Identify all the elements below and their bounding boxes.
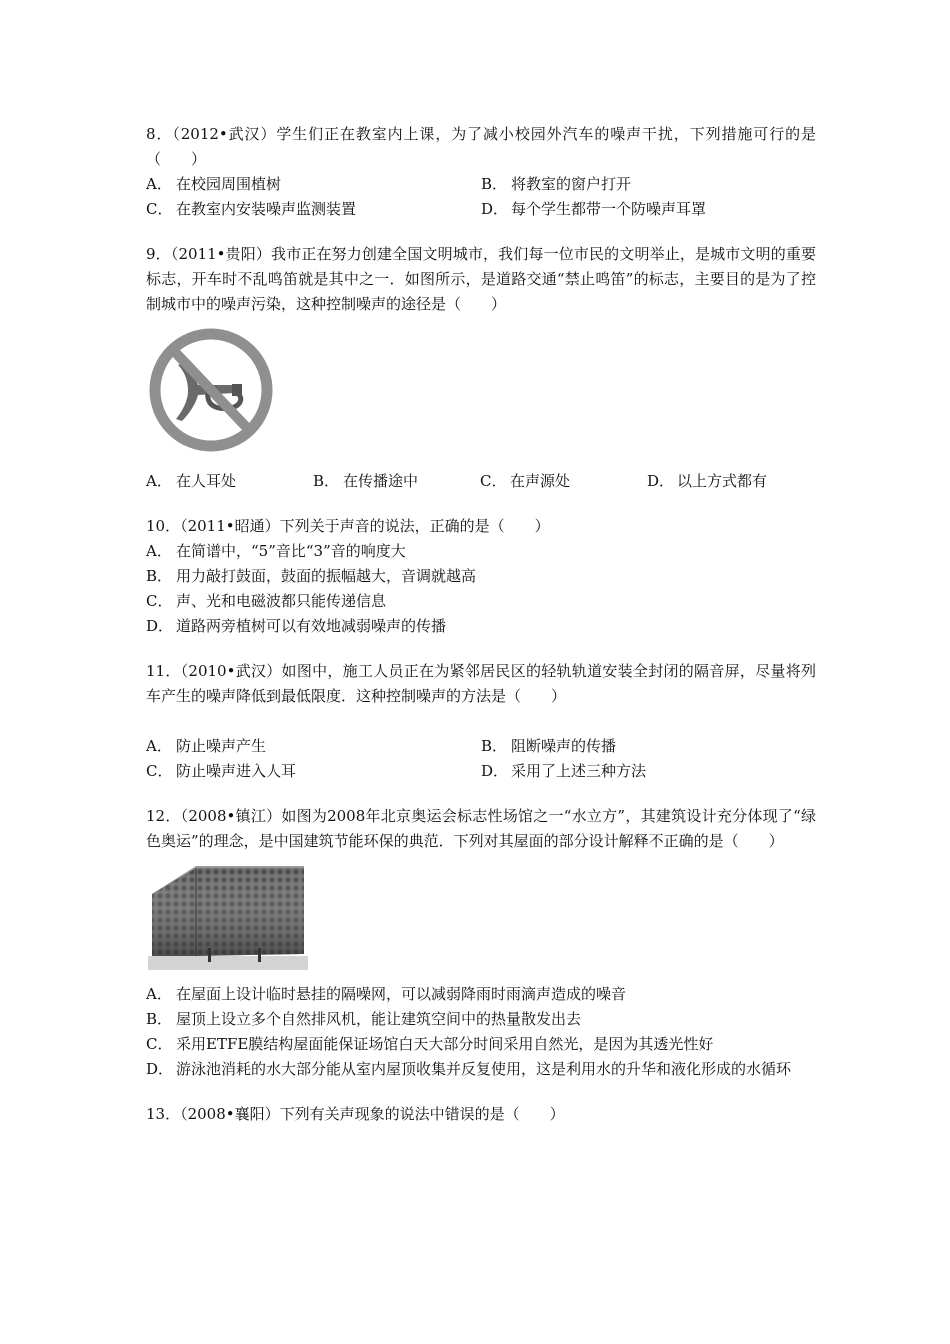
option-a[interactable]: A． 在简谱中，“5”音比“3”音的响度大: [146, 542, 406, 560]
question-stem: 11．（2010•武汉）如图中，施工人员正在为紧邻居民区的轻轨轨道安装全封闭的隔音屏，尽量将列车产生的噪声降低到最低限度．这种控制噪声的方法是（ ）: [146, 662, 816, 705]
question-12: [146, 804, 816, 1082]
question-9: [146, 242, 816, 494]
water-cube-building-icon: [148, 860, 816, 974]
option-a[interactable]: A． 防止噪声产生: [146, 737, 267, 755]
option-c[interactable]: C． 防止噪声进入人耳: [146, 762, 297, 780]
question-13: [146, 1102, 816, 1127]
option-d[interactable]: D． 每个学生都带一个防噪声耳罩: [481, 200, 707, 218]
option-b[interactable]: B． 阻断噪声的传播: [481, 737, 617, 755]
option-b[interactable]: B． 用力敲打鼓面，鼓面的振幅越大，音调就越高: [146, 567, 477, 585]
option-row: [146, 469, 816, 494]
question-8: [146, 122, 816, 222]
question-stem: 12．（2008•镇江）如图为2008年北京奥运会标志性场馆之一“水立方”，其建筑设计充分体现了“绿色奥运”的理念，是中国建筑节能环保的典范．下列对其屋面的部分设计解释不正确的是（ ）: [146, 807, 816, 850]
option-c[interactable]: C． 在教室内安装噪声监测装置: [146, 200, 357, 218]
option-row: [146, 734, 816, 759]
option-b[interactable]: B． 屋顶上设立多个自然排风机，能让建筑空间中的热量散发出去: [146, 1010, 582, 1028]
question-11: [146, 659, 816, 784]
option-c[interactable]: C． 采用ETFE膜结构屋面能保证场馆白天大部分时间采用自然光，是因为其透光性好: [146, 1035, 714, 1053]
missing-figure-space: [146, 709, 816, 734]
question-10: [146, 514, 816, 639]
question-stem: 13．（2008•襄阳）下列有关声现象的说法中错误的是（ ）: [146, 1105, 565, 1123]
option-a[interactable]: A． 在校园周围植树: [146, 175, 282, 193]
option-c[interactable]: C． 声、光和电磁波都只能传递信息: [146, 592, 387, 610]
option-c[interactable]: C． 在声源处: [480, 472, 571, 490]
option-row: [146, 172, 816, 197]
option-d[interactable]: D． 以上方式都有: [647, 472, 768, 490]
question-stem: 10．（2011•昭通）下列关于声音的说法，正确的是（ ）: [146, 517, 550, 535]
question-stem: 8．（2012•武汉）学生们正在教室内上课，为了减小校园外汽车的噪声干扰，下列措施可行的是（ ）: [146, 125, 816, 168]
question-page: [146, 122, 816, 1147]
option-b[interactable]: B． 在传播途中: [313, 472, 419, 490]
option-b[interactable]: B． 将教室的窗户打开: [481, 175, 632, 193]
no-horn-sign-icon: [148, 323, 816, 461]
option-d[interactable]: D． 道路两旁植树可以有效地减弱噪声的传播: [146, 617, 447, 635]
option-d[interactable]: D． 游泳池消耗的水大部分能从室内屋顶收集并反复使用，这是利用水的升华和液化形成的水循环: [146, 1060, 792, 1078]
option-a[interactable]: A． 在屋面上设计临时悬挂的隔噪网，可以减弱降雨时雨滴声造成的噪音: [146, 985, 627, 1003]
option-a[interactable]: A． 在人耳处: [146, 472, 237, 490]
option-row: [146, 197, 816, 222]
option-row: [146, 759, 816, 784]
option-d[interactable]: D． 采用了上述三种方法: [481, 762, 647, 780]
question-stem: 9．（2011•贵阳）我市正在努力创建全国文明城市，我们每一位市民的文明举止，是城市文明的重要标志，开车时不乱鸣笛就是其中之一．如图所示，是道路交通“禁止鸣笛”的标志，主要目的是为了控制城市中的噪声污染，这种控制噪声的途径是（ ）: [146, 245, 816, 313]
